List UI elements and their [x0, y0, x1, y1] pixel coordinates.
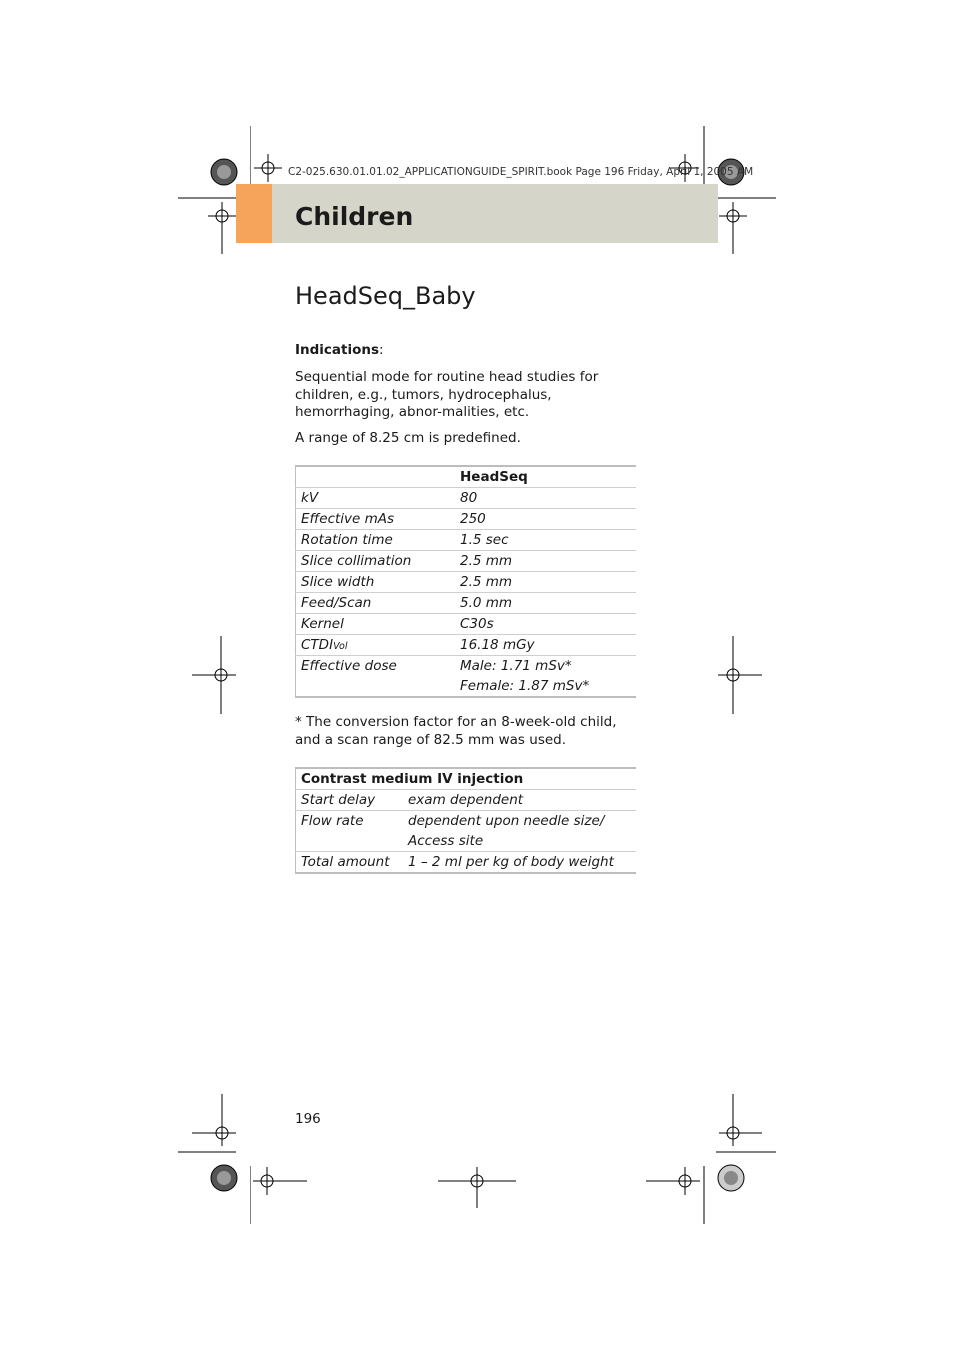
param-value: 250: [455, 509, 636, 530]
param-value: 80: [455, 488, 636, 509]
starburst-mark-icon: [210, 158, 238, 186]
param-label: kV: [296, 488, 456, 509]
param-value: 1 – 2 ml per kg of body weight: [408, 854, 614, 870]
table-row: [296, 811, 637, 852]
param-label: Feed/Scan: [296, 593, 456, 614]
param-label: Kernel: [296, 614, 456, 635]
indications-label: [295, 342, 384, 358]
param-value: 16.18 mGy: [455, 635, 636, 656]
param-value: 2.5 mm: [455, 551, 636, 572]
section-title: HeadSeq_Baby: [295, 282, 476, 310]
page-number: 196: [295, 1111, 321, 1127]
print-header: C2-025.630.01.01.02_APPLICATIONGUIDE_SPIRIT.book Page 196 Friday, April 1, 2005 AM: [288, 166, 754, 178]
param-value-line: dependent upon needle size/: [408, 813, 605, 829]
param-label: [296, 811, 404, 852]
registration-mark-icon: [250, 1166, 310, 1226]
param-value: exam dependent: [403, 790, 636, 811]
table-row: [296, 790, 637, 811]
starburst-mark-icon: [717, 1164, 745, 1192]
footnote: * The conversion factor for an 8-week-old child, and a scan range of 82.5 mm was used.: [295, 714, 617, 748]
table-row: [296, 551, 637, 572]
table-row: [296, 593, 637, 614]
registration-mark-icon: [178, 1094, 242, 1156]
table-row: [296, 488, 637, 509]
param-label-text: Flow rate: [301, 813, 364, 829]
param-label: [296, 656, 456, 698]
registration-mark-icon: [192, 636, 236, 716]
param-value-line: Access site: [408, 833, 484, 849]
param-label: Total amount: [301, 854, 390, 870]
param-label-text: Effective dose: [301, 658, 397, 674]
table-header-row: [296, 466, 637, 488]
param-value: C30s: [455, 614, 636, 635]
paragraph-range: A range of 8.25 cm is predefined.: [295, 430, 521, 446]
table-row: [296, 852, 637, 874]
registration-mark-icon: [718, 636, 762, 716]
starburst-mark-icon: [210, 1164, 238, 1192]
registration-mark-icon: [716, 196, 776, 256]
param-value: 2.5 mm: [455, 572, 636, 593]
param-value: [455, 656, 636, 698]
table-row: [296, 530, 637, 551]
table-header-row: [296, 768, 637, 790]
table-row: [296, 509, 637, 530]
param-label: Rotation time: [296, 530, 456, 551]
chapter-tab: [236, 184, 272, 243]
registration-mark-icon: [438, 1166, 518, 1210]
param-value-line: Female: 1.87 mSv*: [460, 678, 590, 694]
param-value-line: Male: 1.71 mSv*: [460, 658, 572, 674]
registration-mark-icon: [716, 1094, 776, 1156]
param-label: Slice width: [296, 572, 456, 593]
registration-mark-icon: [646, 1166, 706, 1226]
table-row: [296, 614, 637, 635]
contrast-table: [295, 767, 636, 874]
param-value: 5.0 mm: [455, 593, 636, 614]
table-row: [296, 572, 637, 593]
param-label: [296, 635, 456, 656]
headseq-table: [295, 465, 636, 698]
table-row: [296, 656, 637, 698]
param-value: 1.5 sec: [455, 530, 636, 551]
table-header-cell: HeadSeq: [455, 466, 636, 488]
indications-colon: :: [379, 342, 384, 358]
param-label: Start delay: [296, 790, 404, 811]
param-label: Slice collimation: [296, 551, 456, 572]
ctdi-subscript: Vol: [333, 641, 348, 652]
param-value: [403, 811, 636, 852]
table-header-cell: Contrast medium IV injection: [296, 768, 637, 790]
paragraph-indications: Sequential mode for routine head studies for children, e.g., tumors, hydrocephalus, hemorrhaging, abnor-malities, etc.: [295, 369, 599, 420]
param-label: Effective mAs: [296, 509, 456, 530]
chapter-title: Children: [295, 202, 414, 231]
table-row: [296, 635, 637, 656]
ctdi-label: CTDI: [301, 637, 334, 653]
table-header-cell: [296, 466, 456, 488]
indications-label-text: Indications: [295, 342, 380, 358]
